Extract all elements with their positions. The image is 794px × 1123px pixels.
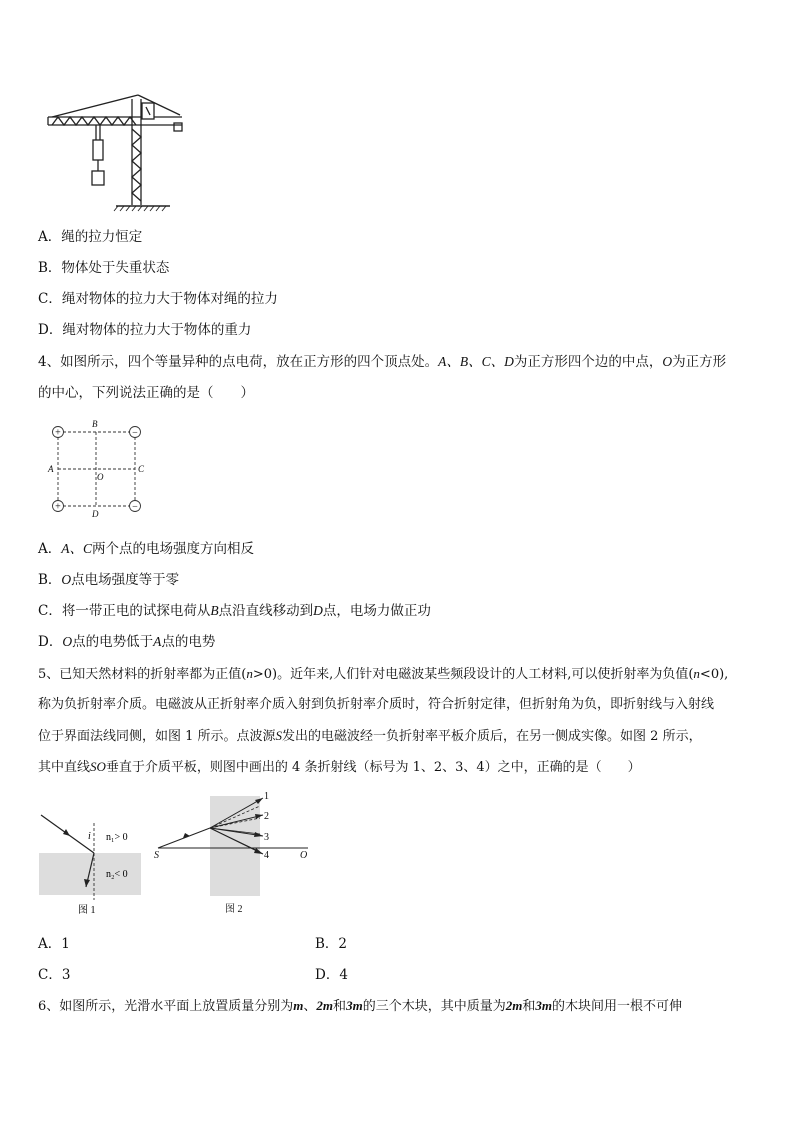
q5-option-a[interactable]: A．1 <box>38 936 70 952</box>
q5-stem-line3: 位于界面法线同侧，如图 1 所示。点波源S发出的电磁波经一负折射率平板介质后，在另一侧成实像。如图 2 所示， <box>38 728 702 744</box>
fig1-n1-label: n₁> 0 <box>106 832 128 843</box>
fig2-ray-4: 4 <box>264 850 269 861</box>
point-b-label: B <box>92 419 98 429</box>
point-o-label: O <box>97 472 104 482</box>
q4-option-c[interactable]: C．将一带正电的试探电荷从B点沿直线移动到D点，电场力做正功 <box>38 603 431 619</box>
q3-option-c[interactable]: C．绳对物体的拉力大于物体对绳的拉力 <box>38 291 278 307</box>
q4-option-b[interactable]: B．O点电场强度等于零 <box>38 572 180 588</box>
point-c-label: C <box>138 464 145 474</box>
charge-top-right: − <box>132 427 138 439</box>
fig2-ray-3: 3 <box>264 832 269 843</box>
fig2-source-s: S <box>154 850 159 861</box>
q5-figure-1 <box>36 805 146 920</box>
q4-charges-figure <box>45 418 155 523</box>
q5-stem-line4: 其中直线SO垂直于介质平板，则图中画出的 4 条折射线（标号为 1、2、3、4）之中，正确的是（ ） <box>38 759 641 775</box>
q4-stem-line1: 4、如图所示，四个等量异种的点电荷，放在正方形的四个顶点处。A、B、C、D为正方形四个边的中点，O为正方形 <box>38 354 727 370</box>
q5-option-c[interactable]: C．3 <box>38 967 71 983</box>
q4-option-a[interactable]: A．A、C两个点的电场强度方向相反 <box>38 541 255 557</box>
q3-option-a[interactable]: A．绳的拉力恒定 <box>38 229 143 245</box>
q4-option-d[interactable]: D．O点的电势低于A点的电势 <box>38 634 216 650</box>
fig2-ray-1: 1 <box>264 791 269 802</box>
q5-stem-line1: 5、已知天然材料的折射率都为正值(n>0)。近年来,人们针对电磁波某些频段设计的人工材料,可以使折射率为负值(n<0), <box>38 666 729 682</box>
q6-stem-line1: 6、如图所示，光滑水平面上放置质量分别为m、2m和3m的三个木块，其中质量为2m和3m的木块间用一根不可伸 <box>38 998 682 1014</box>
q5-figure-2 <box>150 790 320 920</box>
fig1-angle-i: i <box>88 831 91 842</box>
q5-option-d[interactable]: D．4 <box>315 967 348 983</box>
crane-figure <box>40 85 200 215</box>
point-a-label: A <box>48 464 54 474</box>
fig2-ray-2: 2 <box>264 811 269 822</box>
charge-bottom-left: + <box>55 501 61 513</box>
q5-stem-line2: 称为负折射率介质。电磁波从正折射率介质入射到负折射率介质时，符合折射定律，但折射角为负，即折射线与入射线 <box>38 697 715 712</box>
charge-bottom-right: − <box>132 501 138 513</box>
q3-option-d[interactable]: D．绳对物体的拉力大于物体的重力 <box>38 322 252 338</box>
charge-top-left: + <box>55 427 61 439</box>
fig1-caption: 图 1 <box>78 905 96 916</box>
fig2-caption: 图 2 <box>225 904 243 915</box>
q3-option-b[interactable]: B．物体处于失重状态 <box>38 260 170 276</box>
q4-stem-line2: 的中心，下列说法正确的是（ ） <box>38 385 254 401</box>
q5-option-b[interactable]: B．2 <box>315 936 348 952</box>
fig1-n2-label: n₂< 0 <box>106 869 128 880</box>
fig2-point-o: O <box>300 850 308 861</box>
point-d-label: D <box>92 509 99 519</box>
